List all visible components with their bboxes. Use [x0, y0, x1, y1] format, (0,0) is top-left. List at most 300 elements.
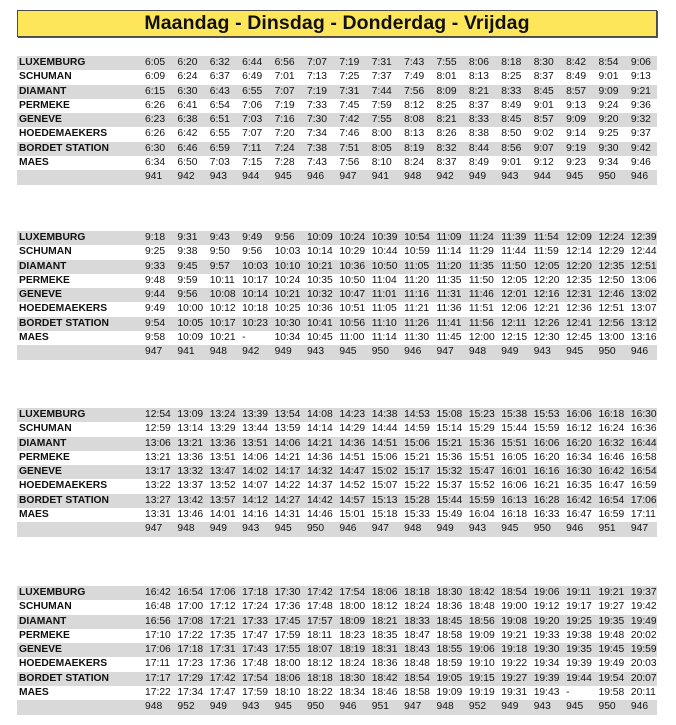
station-name: PERMEKE [19, 274, 70, 286]
departure-time: 18:12 [371, 601, 398, 613]
timetable-block [17, 231, 657, 360]
departure-time: 9:32 [630, 114, 651, 126]
vehicle-number: 943 [533, 346, 551, 358]
departure-time: 8:08 [404, 114, 425, 126]
departure-time: 19:45 [598, 644, 625, 656]
departure-time: 15:23 [468, 409, 495, 420]
departure-time: 9:13 [566, 99, 587, 111]
departure-time: 12:01 [501, 289, 528, 301]
departure-time: 9:31 [177, 232, 198, 243]
vehicle-number-row [17, 345, 657, 359]
departure-time: 16:21 [533, 480, 560, 492]
station-name: SCHUMAN [19, 71, 72, 83]
station-name: PERMEKE [19, 99, 70, 111]
departure-time: 16:59 [630, 480, 657, 492]
departure-time: 8:13 [404, 128, 425, 140]
departure-time: 9:42 [630, 142, 651, 154]
table-row [17, 465, 657, 479]
departure-time: 10:44 [371, 246, 398, 258]
departure-time: 15:02 [371, 466, 398, 478]
departure-time: 11:05 [404, 260, 430, 272]
departure-time: 19:34 [533, 658, 560, 670]
station-name: MAES [19, 687, 49, 699]
table-row [17, 274, 657, 288]
departure-time: 6:26 [145, 128, 166, 140]
station-name: MAES [19, 157, 49, 169]
departure-time: 19:15 [468, 672, 495, 684]
departure-time: 15:51 [468, 451, 495, 463]
departure-time: 19:42 [630, 601, 657, 613]
departure-time: 8:57 [566, 85, 587, 97]
departure-time: 18:54 [501, 587, 528, 598]
departure-time: 13:06 [145, 437, 171, 449]
departure-time: 6:30 [177, 85, 198, 97]
departure-time: 14:37 [306, 480, 333, 492]
departure-time: 9:01 [501, 157, 522, 169]
departure-time: 7:06 [242, 99, 263, 111]
departure-time: 9:06 [630, 57, 651, 68]
departure-time: 7:46 [339, 128, 360, 140]
station-name: GENEVE [19, 114, 62, 126]
departure-time: 14:14 [306, 423, 333, 435]
vehicle-number: 950 [533, 523, 551, 535]
departure-time: 16:20 [533, 451, 560, 463]
departure-time: 10:14 [242, 289, 268, 301]
departure-time: 19:18 [501, 644, 528, 656]
departure-time: 13:29 [209, 423, 236, 435]
departure-time: 6:09 [145, 71, 166, 83]
departure-time: 7:59 [371, 99, 392, 111]
departure-time: 16:06 [533, 437, 560, 449]
departure-time: 15:36 [468, 437, 495, 449]
departure-time: 14:07 [242, 480, 268, 492]
departure-time: 9:49 [242, 232, 263, 243]
departure-time: 7:31 [371, 57, 392, 68]
departure-time: 12:05 [533, 260, 560, 272]
departure-time: 6:34 [145, 157, 166, 169]
departure-time: 9:43 [209, 232, 230, 243]
departure-time: 17:48 [306, 601, 333, 613]
departure-time: 17:00 [177, 601, 204, 613]
vehicle-number: 947 [371, 523, 389, 535]
departure-time: 18:12 [306, 658, 333, 670]
vehicle-number: 945 [274, 523, 292, 535]
departure-time: 6:55 [209, 128, 230, 140]
departure-time: 18:56 [468, 615, 495, 627]
table-row [17, 451, 657, 465]
departure-time: 10:24 [339, 232, 366, 243]
departure-time: 9:54 [145, 317, 166, 329]
vehicle-number: 946 [566, 523, 584, 535]
departure-time: 18:33 [404, 615, 430, 627]
departure-time: 9:34 [598, 157, 619, 169]
departure-time: 12:26 [533, 317, 560, 329]
departure-time: 13:17 [145, 466, 171, 478]
departure-time: 9:20 [598, 114, 619, 126]
departure-time: 9:25 [145, 246, 166, 258]
departure-time: 19:11 [566, 587, 592, 598]
departure-time: 11:59 [533, 246, 559, 258]
departure-time: 7:19 [274, 99, 295, 111]
departure-time: 7:15 [242, 157, 263, 169]
departure-time: 19:22 [501, 658, 528, 670]
departure-time: 10:56 [339, 317, 366, 329]
departure-time: 15:17 [404, 466, 430, 478]
departure-time: 16:18 [501, 509, 528, 521]
vehicle-number: 949 [436, 523, 454, 535]
table-row [17, 686, 657, 700]
departure-time: 11:56 [468, 317, 494, 329]
departure-time: 10:10 [274, 260, 301, 272]
departure-time: 19:49 [598, 658, 625, 670]
departure-time: 9:56 [242, 246, 263, 258]
departure-time: 10:09 [177, 332, 204, 344]
departure-time: 9:09 [566, 114, 587, 126]
departure-time: 8:54 [598, 57, 619, 68]
departure-time: 11:46 [468, 289, 494, 301]
departure-time: 6:46 [177, 142, 198, 154]
departure-time: 13:07 [630, 303, 657, 315]
departure-time: 16:32 [598, 437, 625, 449]
departure-time: 15:37 [436, 480, 463, 492]
departure-time: - [566, 687, 570, 699]
vehicle-number: 946 [339, 701, 357, 713]
departure-time: 14:12 [242, 494, 268, 506]
departure-time: 17:17 [145, 672, 171, 684]
departure-time: 14:59 [404, 423, 430, 435]
departure-time: 18:31 [371, 644, 398, 656]
departure-time: 19:20 [533, 615, 560, 627]
departure-time: 18:48 [404, 658, 430, 670]
departure-time: 13:37 [177, 480, 204, 492]
departure-time: 8:56 [501, 142, 522, 154]
vehicle-number: 952 [468, 701, 487, 713]
departure-time: 16:36 [630, 423, 657, 435]
departure-time: 6:38 [177, 114, 198, 126]
departure-time: 19:00 [501, 601, 528, 613]
station-name: LUXEMBURG [19, 57, 86, 68]
departure-time: 9:23 [566, 157, 587, 169]
departure-time: 9:13 [630, 71, 651, 83]
vehicle-number: 947 [630, 523, 649, 535]
departure-time: 9:25 [598, 128, 619, 140]
station-name: LUXEMBURG [19, 587, 86, 598]
departure-time: 6:20 [177, 57, 198, 68]
departure-time: 6:30 [145, 142, 166, 154]
vehicle-number: 947 [145, 523, 163, 535]
table-row [17, 629, 657, 643]
departure-time: 19:48 [598, 629, 625, 641]
departure-time: 17:30 [274, 587, 301, 598]
departure-time: 10:21 [209, 332, 236, 344]
table-row [17, 672, 657, 686]
departure-time: 15:21 [404, 451, 430, 463]
table-row [17, 586, 657, 600]
departure-time: 6:49 [242, 71, 263, 83]
departure-time: 11:54 [533, 232, 559, 243]
departure-time: 19:12 [533, 601, 560, 613]
departure-time: 17:48 [242, 658, 268, 670]
table-row [17, 508, 657, 522]
departure-time: 8:00 [371, 128, 392, 140]
station-name: BORDET STATION [19, 142, 109, 154]
table-row [17, 85, 657, 99]
departure-time: 15:52 [468, 480, 495, 492]
departure-time: 15:14 [436, 423, 463, 435]
station-name: PERMEKE [19, 629, 70, 641]
departure-time: 18:58 [404, 687, 430, 699]
departure-time: 8:30 [533, 57, 554, 68]
departure-time: 8:06 [468, 57, 489, 68]
departure-time: 16:58 [630, 451, 657, 463]
departure-time: 17:08 [177, 615, 204, 627]
departure-time: 13:21 [145, 451, 171, 463]
departure-time: 7:49 [404, 71, 425, 83]
departure-time: 11:51 [468, 303, 494, 315]
departure-time: 10:39 [371, 232, 398, 243]
departure-time: 11:30 [404, 332, 430, 344]
departure-time: 10:25 [274, 303, 301, 315]
departure-time: 15:51 [501, 437, 528, 449]
vehicle-number: 945 [501, 523, 519, 535]
departure-time: 15:44 [501, 423, 528, 435]
vehicle-number: 950 [306, 701, 325, 713]
departure-time: 10:47 [339, 289, 366, 301]
departure-time: 7:03 [209, 157, 230, 169]
departure-time: 7:03 [242, 114, 263, 126]
departure-time: 14:31 [274, 509, 301, 521]
departure-time: 16:42 [566, 494, 592, 506]
departure-time: 13:32 [177, 466, 204, 478]
departure-time: 17:06 [145, 644, 171, 656]
departure-time: 13:51 [242, 437, 268, 449]
departure-time: 15:06 [404, 437, 430, 449]
departure-time: 6:55 [242, 85, 263, 97]
departure-time: 17:29 [177, 672, 204, 684]
departure-time: 14:36 [306, 451, 333, 463]
vehicle-number: 948 [145, 701, 163, 713]
departure-time: 12:50 [598, 274, 625, 286]
table-row [17, 156, 657, 170]
departure-time: 7:25 [339, 71, 360, 83]
station-name: GENEVE [19, 466, 62, 478]
departure-time: 12:45 [566, 332, 592, 344]
departure-time: 8:37 [533, 71, 554, 83]
departure-time: 14:16 [242, 509, 268, 521]
departure-time: 18:06 [371, 587, 398, 598]
departure-time: 19:08 [501, 615, 528, 627]
departure-time: 20:07 [630, 672, 657, 684]
departure-time: 17:22 [177, 629, 204, 641]
departure-time: 7:55 [371, 114, 392, 126]
departure-time: 18:10 [274, 687, 301, 699]
departure-time: 18:00 [339, 601, 366, 613]
table-row [17, 113, 657, 127]
departure-time: 9:56 [274, 232, 295, 243]
departure-time: 11:45 [436, 332, 462, 344]
vehicle-number: 945 [274, 171, 292, 183]
station-name: HOEDEMAEKERS [19, 658, 108, 670]
departure-time: 8:25 [436, 99, 457, 111]
departure-time: 14:06 [274, 437, 301, 449]
departure-time: 15:44 [436, 494, 463, 506]
station-name: DIAMANT [19, 437, 67, 449]
departure-time: 14:27 [274, 494, 301, 506]
departure-time: 14:51 [371, 437, 398, 449]
departure-time: 10:41 [306, 317, 333, 329]
departure-time: 14:44 [371, 423, 398, 435]
vehicle-number: 945 [566, 701, 584, 713]
departure-time: 7:01 [274, 71, 295, 83]
departure-time: 17:18 [177, 644, 204, 656]
vehicle-number: 945 [566, 171, 584, 183]
departure-time: 17:34 [177, 687, 204, 699]
departure-time: 16:13 [501, 494, 528, 506]
departure-time: 12:56 [598, 317, 625, 329]
departure-time: 17:10 [145, 629, 171, 641]
departure-time: 7:28 [274, 157, 295, 169]
station-name: HOEDEMAEKERS [19, 128, 108, 140]
departure-time: 18:23 [339, 629, 366, 641]
station-name: HOEDEMAEKERS [19, 303, 108, 315]
departure-time: 10:14 [306, 246, 333, 258]
departure-time: 15:06 [371, 451, 398, 463]
departure-time: 15:07 [371, 480, 398, 492]
departure-time: 19:35 [566, 644, 592, 656]
departure-time: 11:35 [436, 274, 462, 286]
departure-time: 14:01 [209, 509, 236, 521]
departure-time: 8:12 [404, 99, 425, 111]
departure-time: 9:37 [630, 128, 651, 140]
departure-time: 9:49 [145, 303, 166, 315]
departure-time: 10:03 [242, 260, 268, 272]
departure-time: 8:19 [404, 142, 425, 154]
table-row [17, 70, 657, 84]
vehicle-number-row [17, 700, 657, 714]
table-row [17, 99, 657, 113]
departure-time: 11:35 [468, 260, 494, 272]
departure-time: 13:27 [145, 494, 171, 506]
vehicle-number: 951 [598, 523, 616, 535]
table-row [17, 437, 657, 451]
departure-time: 11:50 [468, 274, 494, 286]
departure-time: 11:09 [436, 232, 462, 243]
departure-time: 20:02 [630, 629, 657, 641]
page-title: Maandag - Dinsdag - Donderdag - Vrijdag [144, 12, 530, 34]
departure-time: 12:41 [566, 317, 592, 329]
vehicle-number: 941 [145, 171, 163, 183]
vehicle-number: 949 [468, 171, 487, 183]
departure-time: 17:59 [242, 687, 268, 699]
departure-time: 6:54 [209, 99, 230, 111]
table-row [17, 331, 657, 345]
departure-time: 20:03 [630, 658, 657, 670]
departure-time: 15:59 [468, 494, 495, 506]
departure-time: 15:59 [533, 423, 560, 435]
departure-time: 18:18 [306, 672, 333, 684]
departure-time: 19:54 [598, 672, 625, 684]
departure-time: 18:36 [371, 658, 398, 670]
departure-time: 15:28 [404, 494, 430, 506]
departure-time: 18:55 [436, 644, 463, 656]
departure-time: 10:50 [371, 260, 398, 272]
departure-time: 14:47 [339, 466, 366, 478]
departure-time: 13:57 [209, 494, 236, 506]
departure-time: 16:46 [598, 451, 625, 463]
departure-time: 9:02 [533, 128, 554, 140]
departure-time: 9:46 [630, 157, 651, 169]
departure-time: 9:07 [533, 142, 554, 154]
departure-time: 17:59 [274, 629, 301, 641]
departure-time: 18:09 [339, 615, 366, 627]
vehicle-number: 948 [404, 171, 422, 183]
departure-time: 9:57 [209, 260, 230, 272]
departure-time: 11:50 [501, 260, 527, 272]
departure-time: 8:05 [371, 142, 392, 154]
departure-time: 11:21 [404, 303, 430, 315]
departure-time: 18:11 [306, 629, 332, 641]
departure-time: 10:17 [209, 317, 236, 329]
departure-time: 16:18 [598, 409, 625, 420]
departure-time: 10:50 [339, 274, 366, 286]
departure-time: 12:51 [598, 303, 625, 315]
station-name: SCHUMAN [19, 423, 72, 435]
departure-time: 8:49 [468, 157, 489, 169]
departure-time: 8:10 [371, 157, 392, 169]
departure-time: 19:27 [598, 601, 625, 613]
departure-time: 7:51 [339, 142, 360, 154]
station-name: MAES [19, 509, 49, 521]
departure-time: 10:35 [306, 274, 333, 286]
departure-time: 17:36 [274, 601, 301, 613]
departure-time: 8:57 [533, 114, 554, 126]
departure-time: 15:49 [436, 509, 463, 521]
departure-time: 13:12 [630, 317, 657, 329]
table-row [17, 288, 657, 302]
departure-time: 16:20 [566, 437, 592, 449]
table-row [17, 231, 657, 245]
departure-time: 12:44 [630, 246, 657, 258]
departure-time: 13:36 [177, 451, 204, 463]
departure-time: 20:11 [630, 687, 656, 699]
departure-time: 13:46 [177, 509, 204, 521]
station-name: SCHUMAN [19, 601, 72, 613]
station-name: PERMEKE [19, 451, 70, 463]
departure-time: 17:06 [209, 587, 236, 598]
departure-time: 15:18 [371, 509, 398, 521]
departure-time: 9:18 [145, 232, 166, 243]
vehicle-number: 945 [274, 701, 292, 713]
departure-time: 17:23 [177, 658, 204, 670]
departure-time: 18:19 [339, 644, 366, 656]
departure-time: 13:36 [209, 437, 236, 449]
departure-time: 18:54 [404, 672, 430, 684]
vehicle-number-row [17, 170, 657, 184]
departure-time: 13:21 [177, 437, 204, 449]
departure-time: 7:37 [371, 71, 392, 83]
departure-time: 18:35 [371, 629, 398, 641]
departure-time: 10:32 [306, 289, 333, 301]
departure-time: 18:07 [306, 644, 333, 656]
departure-time: 8:37 [436, 157, 457, 169]
departure-time: 17:54 [242, 672, 268, 684]
vehicle-number: 950 [598, 701, 616, 713]
departure-time: 9:56 [177, 289, 198, 301]
departure-time: 18:30 [436, 587, 463, 598]
departure-time: 15:08 [436, 409, 463, 420]
departure-time: 17:24 [242, 601, 268, 613]
departure-time: 8:45 [533, 85, 554, 97]
